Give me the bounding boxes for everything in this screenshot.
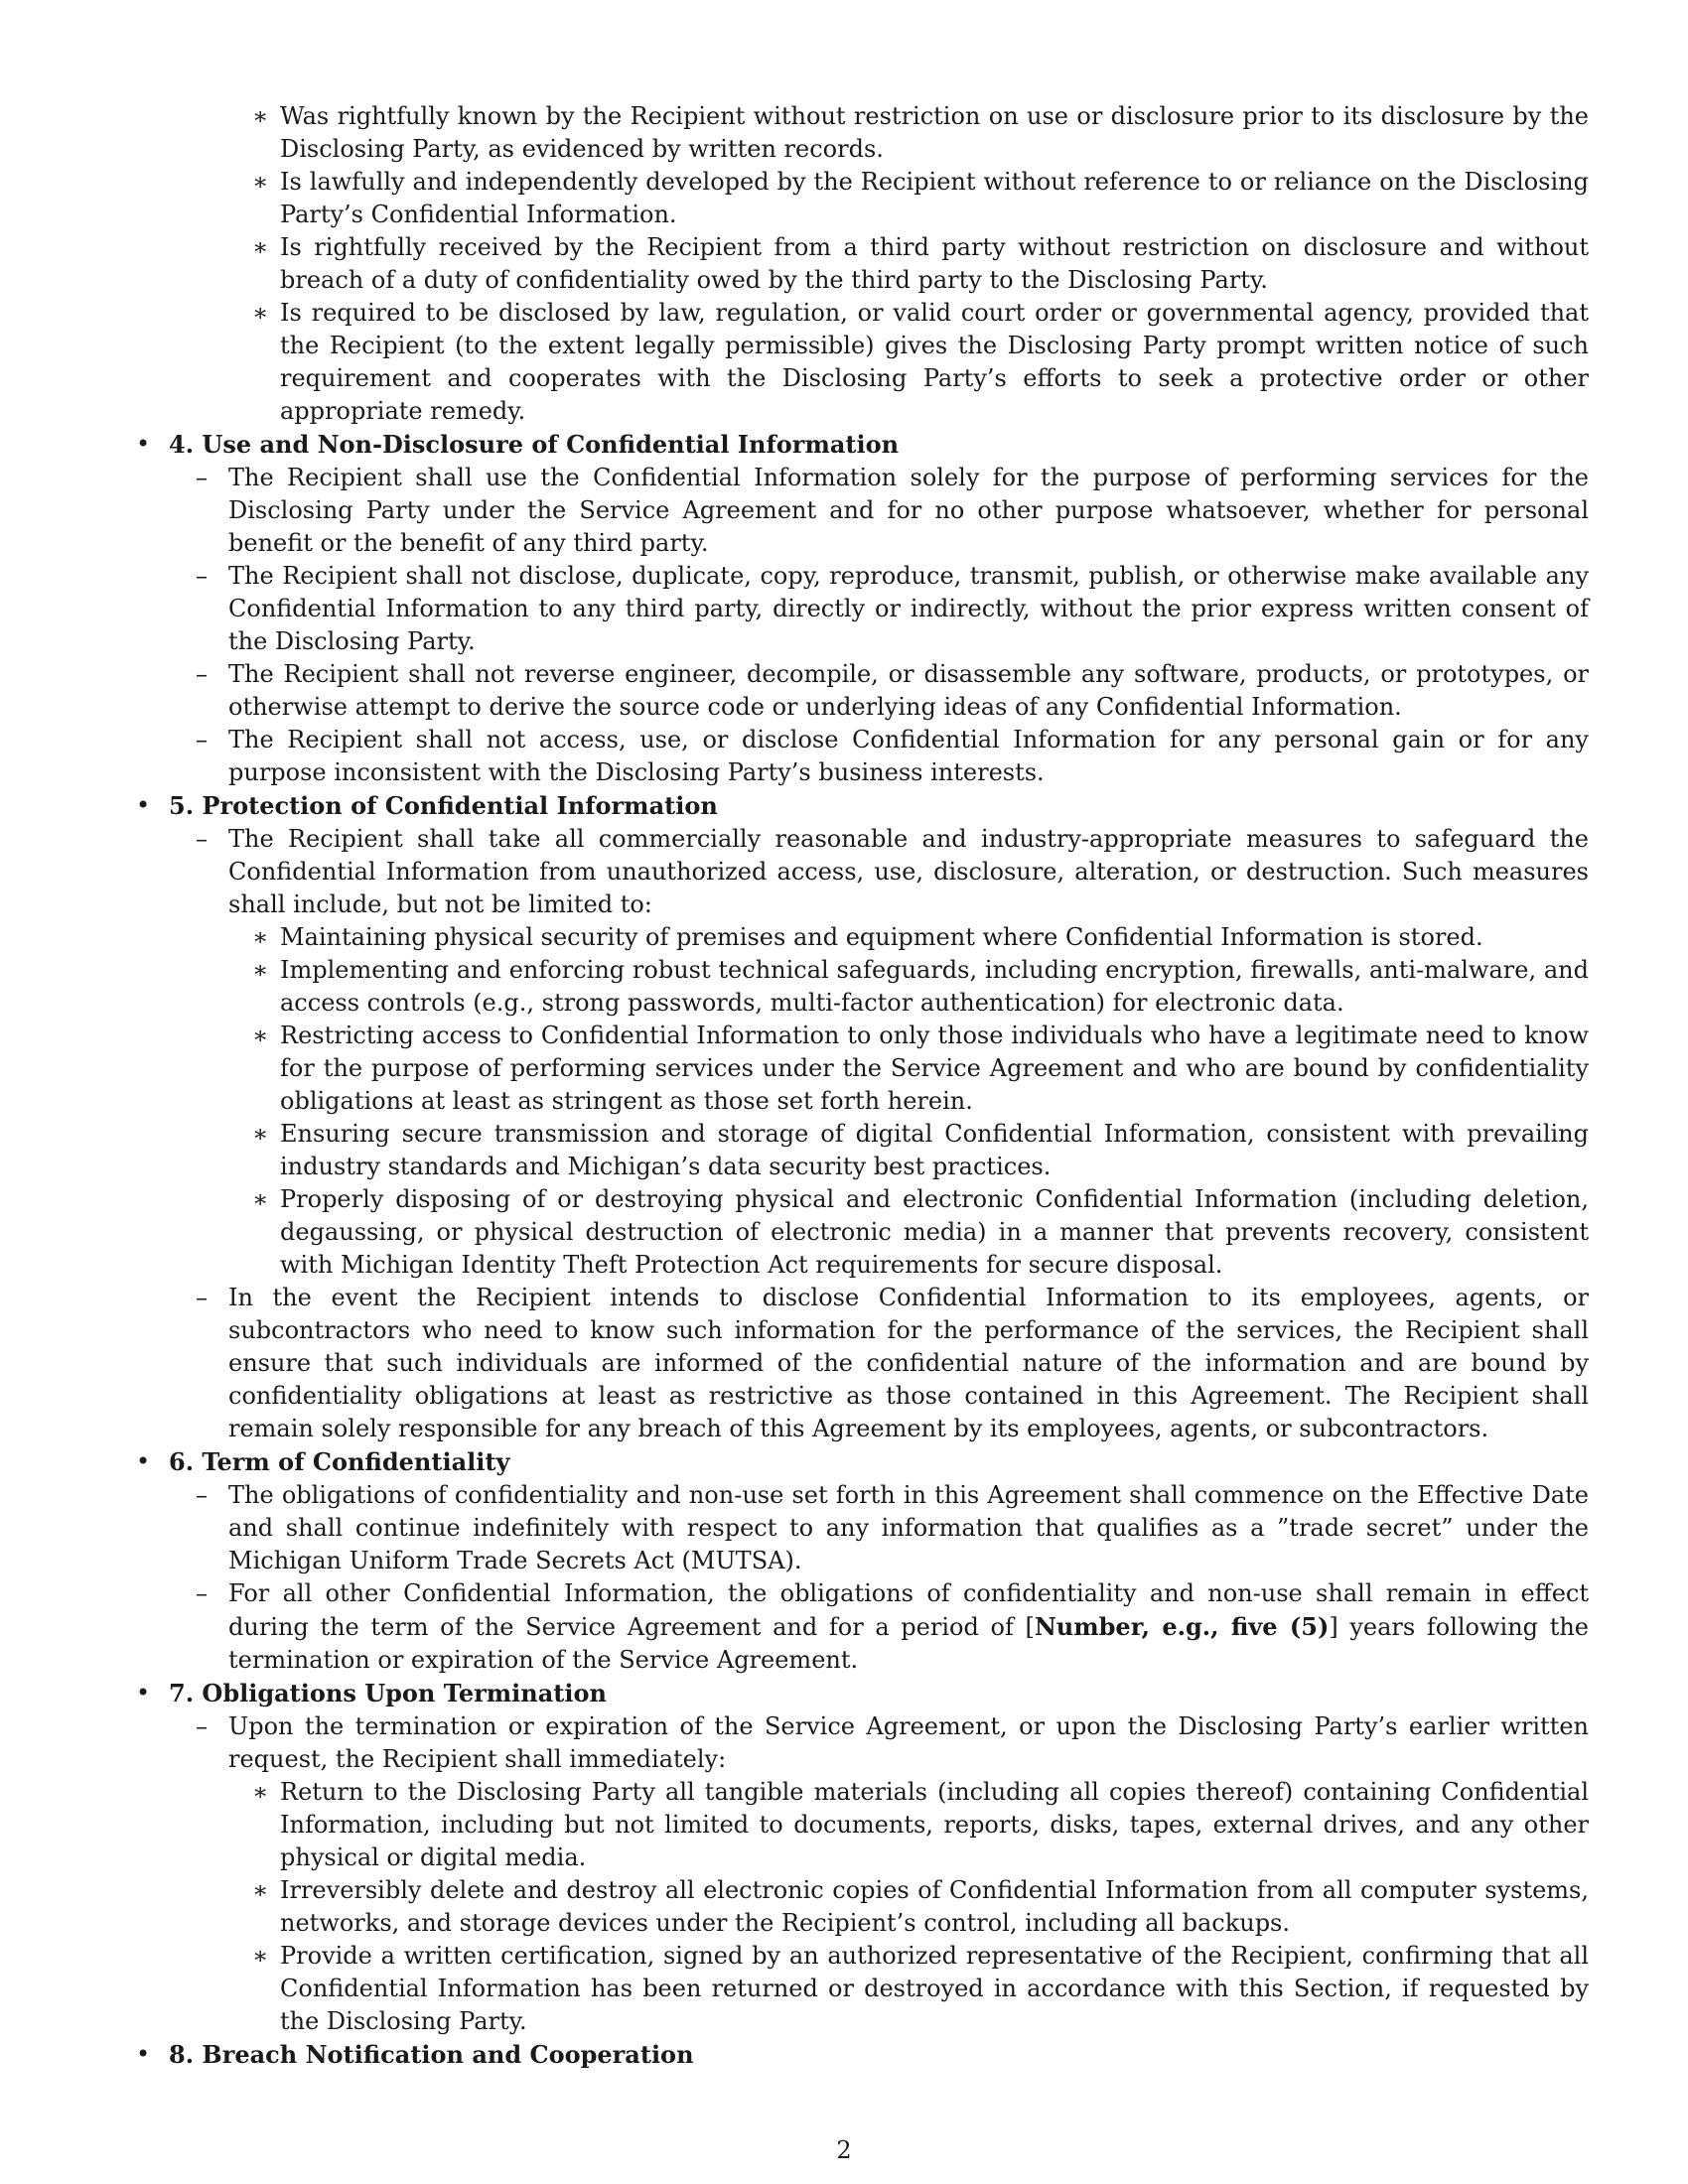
dash-bullet: – — [196, 1284, 208, 1311]
placeholder-years: Number, e.g., five (5) — [1034, 1612, 1330, 1641]
list-item: – For all other Confidential Information, the obligations of confidentiality and non-use shall remain in effect during the term of the Service Agreement and for a period of [Number, e.g., five (5)] years following the termination or expiration of the Service Agreement. — [196, 1579, 1590, 1674]
section-4 — [0, 428, 1589, 789]
list-item: ∗ Irreversibly delete and destroy all electronic copies of Confidential Information from all computer systems, networks, and storage devices under the Recipient’s control, including all backups. — [252, 1876, 1589, 1937]
list-item: ∗ Maintaining physical security of premises and equipment where Confidential Information is stored. — [280, 921, 1589, 954]
continued-exceptions-list — [0, 100, 1688, 428]
section-title: 6. Term of Confidentiality — [169, 1447, 510, 1476]
section-items — [169, 1710, 1589, 2038]
dash-bullet: – — [196, 660, 208, 688]
star-bullet: ∗ — [252, 299, 269, 327]
list-item: – The obligations of confidentiality and non-use set forth in this Agreement shall commence on the Effective Date and shall continue indefinitely with respect to any information that qualifies as a ”trade secret” under the Michigan Uniform Trade Secrets Act (MUTSA). — [196, 1481, 1589, 1574]
star-bullet: ∗ — [252, 956, 269, 984]
list-item: ∗ Implementing and enforcing robust technical safeguards, including encryption, firewalls, anti-malware, and access controls (e.g., strong passwords, multi-factor authentication) for electronic data. — [252, 956, 1589, 1017]
list-item: ∗ Restricting access to Confidential Information to only those individuals who have a legitimate need to know for the purpose of performing services under the Service Agreement and who are bound by confidentiality obligations at least as stringent as those set forth herein. — [252, 1022, 1589, 1115]
list-item: – The Recipient shall take all commercially reasonable and industry-appropriate measures to safeguard the Confidential Information from unauthorized access, use, disclosure, alteration, or destruction. Such measures shall include, but not be limited to: ∗ Maintaining physical security of premises and equipment where Confidential Information is stored. ∗ Implementing and enforcing robust technical safeguards, including encryption, firewalls, anti-malware, and access controls (e.g., strong passwords, multi-factor authentication) for electronic data. ∗ Restricting access to Confidential Information to only those individuals who have a legitimate need to know for the purpose of performing services under the Service Agreement and who are bound by confidentiality obligations at least as stringent as those set forth herein. ∗ Ensuring secure transmission and storage of digital Confidential Information, consistent with prevailing industry standards and Michigan’s data security best practices. ∗ Properly disposing of or destroying physical and electronic Confidential Information (including deletion, degaussing, or physical destruction of electronic media) in a manner that prevents recovery, consistent with Michigan Identity Theft Protection Act requirements for secure disposal. — [228, 823, 1589, 1282]
star-bullet: ∗ — [252, 1778, 269, 1806]
sub-items — [228, 921, 1589, 1282]
star-bullet: ∗ — [252, 168, 269, 196]
list-item: – The Recipient shall not reverse engineer, decompile, or disassemble any software, products, or prototypes, or otherwise attempt to derive the source code or underlying ideas of any Confidential Information. — [196, 660, 1589, 721]
star-bullet: ∗ — [252, 102, 269, 130]
section-title: 4. Use and Non-Disclosure of Confidential Information — [169, 430, 900, 459]
list-item: ∗ Is rightfully received by the Recipient from a third party without restriction on disclosure and without breach of a duty of confidentiality owed by the third party to the Disclosing Party. — [252, 233, 1589, 294]
section-title: 7. Obligations Upon Termination — [169, 1679, 607, 1707]
section-bullet: • — [136, 791, 151, 819]
section-items — [169, 462, 1589, 789]
section-bullet: • — [136, 2040, 151, 2068]
dash-bullet: – — [196, 1481, 208, 1509]
section-items — [169, 1479, 1589, 1677]
star-bullet: ∗ — [252, 1185, 269, 1213]
section-8 — [0, 2038, 1589, 2072]
list-item: – Upon the termination or expiration of the Service Agreement, or upon the Disclosing Party’s earlier written request, the Recipient shall immediately: ∗ Return to the Disclosing Party all tangible materials (including all copies thereof) containing Confidential Information, including but not limited to documents, reports, disks, tapes, external drives, and any other physical or digital media. ∗ Irreversibly delete and destroy all electronic copies of Confidential Information from all computer systems, networks, and storage devices under the Recipient’s control, including all backups. ∗ Provide a written certification, signed by an authorized representative of the Recipient, confirming that all Confidential Information has been returned or destroyed in accordance with this Section, if requested by the Disclosing Party. — [228, 1710, 1589, 2038]
sub-items — [228, 1776, 1589, 2038]
list-item: ∗ Return to the Disclosing Party all tangible materials (including all copies thereof) containing Confidential Information, including but not limited to documents, reports, disks, tapes, external drives, and any other physical or digital media. — [252, 1778, 1589, 1871]
dash-bullet: – — [196, 1579, 208, 1607]
dash-bullet: – — [196, 726, 208, 753]
list-item: ∗ Provide a written certification, signed by an authorized representative of the Recipient, confirming that all Confidential Information has been returned or destroyed in accordance with this Section, if requested by the Disclosing Party. — [252, 1942, 1589, 2035]
section-7 — [0, 1677, 1589, 2038]
section-bullet: • — [136, 1679, 151, 1706]
section-title: 5. Protection of Confidential Information — [169, 791, 718, 820]
star-bullet: ∗ — [252, 1022, 269, 1049]
list-item: ∗ Is lawfully and independently developed by the Recipient without reference to or reliance on the Disclosing Party’s Confidential Information. — [252, 168, 1589, 228]
list-item: ∗ Was rightfully known by the Recipient without restriction on use or disclosure prior to its disclosure by the Disclosing Party, as evidenced by written records. — [252, 102, 1589, 163]
sections-list — [0, 428, 1688, 2072]
star-bullet: ∗ — [252, 923, 269, 951]
section-bullet: • — [136, 430, 151, 458]
dash-bullet: – — [196, 825, 208, 853]
section-title: 8. Breach Notification and Cooperation — [169, 2040, 694, 2069]
section-items — [169, 823, 1589, 1445]
list-item: ∗ Properly disposing of or destroying physical and electronic Confidential Information (including deletion, degaussing, or physical destruction of electronic media) in a manner that prevents recovery, consistent with Michigan Identity Theft Protection Act requirements for secure disposal. — [252, 1185, 1589, 1279]
list-item: – In the event the Recipient intends to disclose Confidential Information to its employees, agents, or subcontractors who need to know such information for the performance of the services, the Recipient shall ensure that such individuals are informed of the confidential nature of the information and are bound by confidentiality obligations at least as restrictive as those contained in this Agreement. The Recipient shall remain solely responsible for any breach of this Agreement by its employees, agents, or subcontractors. — [196, 1284, 1589, 1442]
list-item: – The Recipient shall use the Confidential Information solely for the purpose of performing services for the Disclosing Party under the Service Agreement and for no other purpose whatsoever, whether for personal benefit or the benefit of any third party. — [196, 464, 1589, 557]
section-6 — [0, 1445, 1589, 1677]
document-body — [0, 100, 1688, 2072]
list-item: – The Recipient shall not access, use, or disclose Confidential Information for any personal gain or for any purpose inconsistent with the Disclosing Party’s business interests. — [196, 726, 1589, 786]
section-5 — [0, 789, 1589, 1445]
list-item: – The Recipient shall not disclose, duplicate, copy, reproduce, transmit, publish, or otherwise make available any Confidential Information to any third party, directly or indirectly, without the prior express written consent of the Disclosing Party. — [196, 562, 1589, 655]
star-bullet: ∗ — [252, 1876, 269, 1904]
dash-bullet: – — [196, 562, 208, 590]
page-number: 2 — [836, 2136, 852, 2164]
star-bullet: ∗ — [252, 233, 269, 261]
dash-bullet: – — [196, 464, 208, 491]
star-bullet: ∗ — [252, 1120, 269, 1148]
star-bullet: ∗ — [252, 1942, 269, 1970]
section-bullet: • — [136, 1447, 151, 1475]
dash-bullet: – — [196, 1712, 208, 1740]
list-item: ∗ Ensuring secure transmission and storage of digital Confidential Information, consistent with prevailing industry standards and Michigan’s data security best practices. — [252, 1120, 1589, 1180]
list-item: ∗ Is required to be disclosed by law, regulation, or valid court order or governmental agency, provided that the Recipient (to the extent legally permissible) gives the Disclosing Party prompt written notice of such requirement and cooperates with the Disclosing Party’s efforts to seek a protective order or other appropriate remedy. — [252, 299, 1589, 425]
